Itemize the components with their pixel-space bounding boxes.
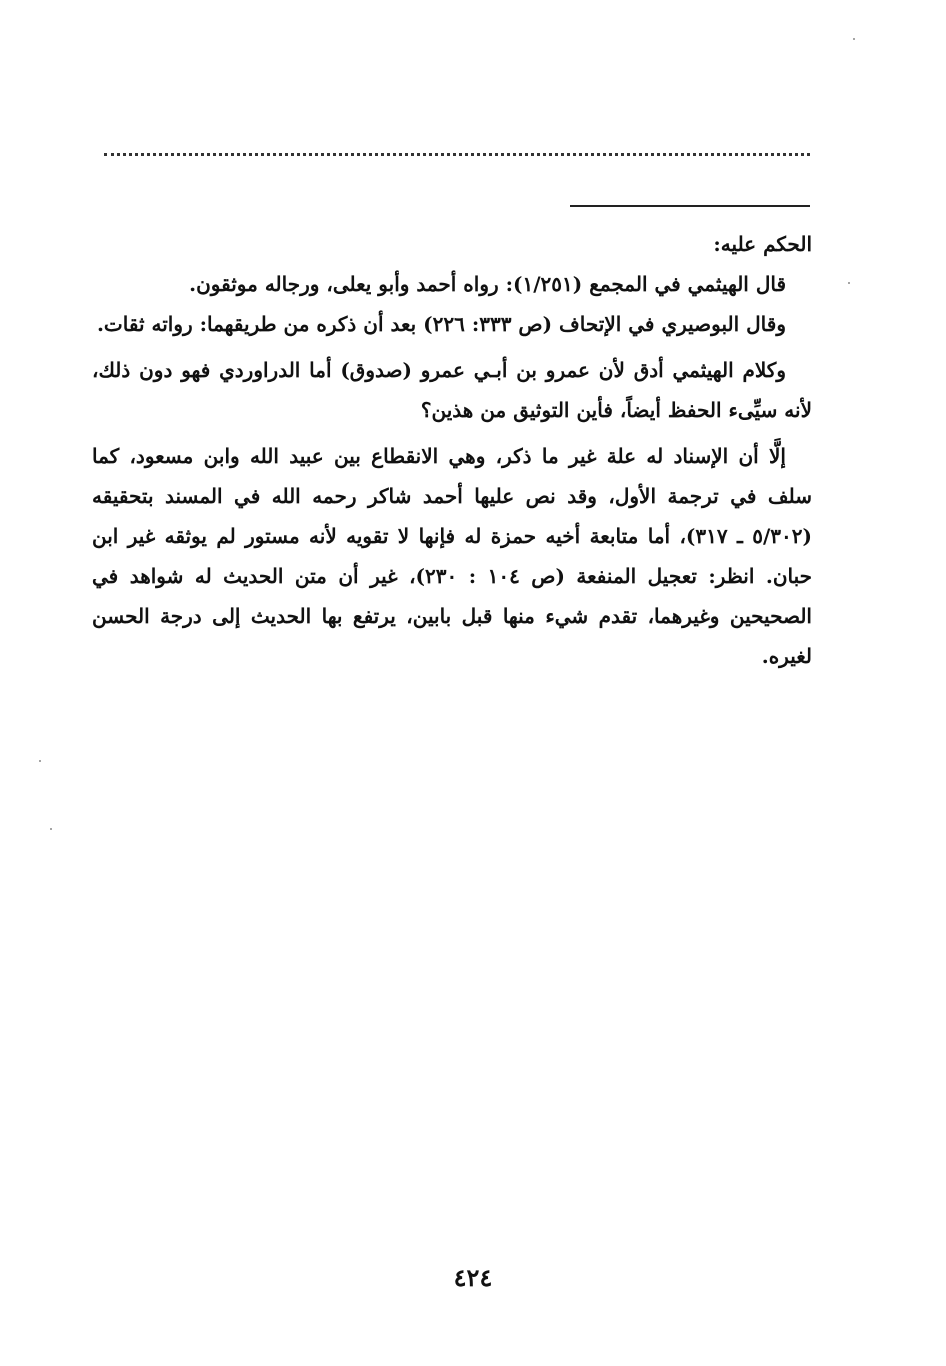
scan-speck <box>848 282 850 284</box>
footnote-separator-line <box>570 205 810 207</box>
paragraph-ithaf: وقال البوصيري في الإتحاف (ص ٣٣٣: ٢٢٦) بعد أن ذكره من طريقهما: رواته ثقات. <box>96 312 786 336</box>
paragraph-majma: قال الهيثمي في المجمع (١/٢٥١): رواه أحمد وأبو يعلى، ورجاله موثقون. <box>189 272 786 296</box>
dotted-divider <box>104 153 810 156</box>
page-number: ٤٢٤ <box>453 1263 493 1292</box>
paragraph-assessment: وكلام الهيثمي أدق لأن عمرو بن أبـي عمرو (صدوق) أما الدراوردي فهو دون ذلك، لأنه سيِّىء الحفظ أيضاً، فأين التوثيق من هذين؟ <box>92 358 812 422</box>
scan-speck <box>39 760 41 762</box>
paragraph-isnad-defect: إلَّا أن الإسناد له علة غير ما ذكر، وهي الانقطاع بين عبيد الله وابن مسعود، كما سلف في ترجمة الأول، وقد نص عليها أحمد شاكر رحمه الله في المسند بتحقيقه (٥/٣٠٢ ـ ٣١٧)، أما متابعة أخيه حمزة له فإنها لا تقويه لأنه مستور لم يوثقه غير ابن حبان. انظر: تعجيل المنفعة (ص ١٠٤ : ٢٣٠)، غير أن متن الحديث له شواهد في الصحيحين وغيرهما، تقدم شيء منها قبل بابين، يرتفع بها الحديث إلى درجة الحسن لغيره. <box>92 444 812 668</box>
scan-speck <box>50 828 52 830</box>
section-heading: الحكم عليه: <box>713 232 812 256</box>
main-text-block <box>92 224 812 676</box>
scan-speck <box>853 38 855 40</box>
